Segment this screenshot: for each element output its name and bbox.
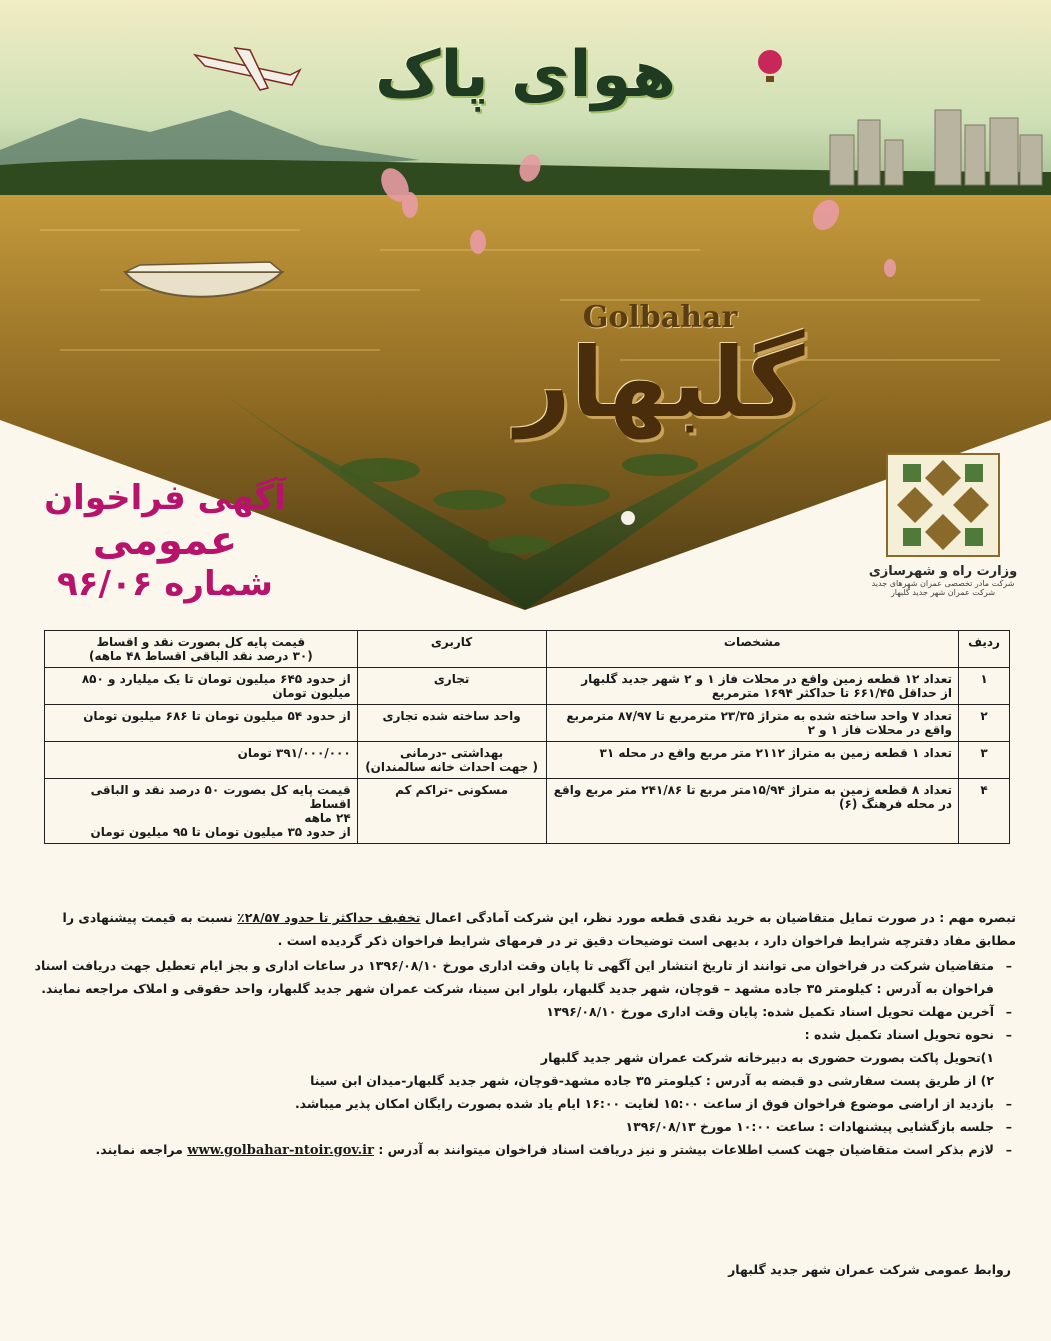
header-price-sub: (۳۰ درصد نقد الباقی اقساط ۴۸ ماهه) — [88, 649, 313, 663]
row-number: ۲ — [959, 705, 1010, 742]
row-spec: تعداد ۷ واحد ساخته شده به متراژ ۲۳/۳۵ مترمربع تا ۸۷/۹۷ مترمربع واقع در محلات فاز ۱ و ۲ — [546, 705, 959, 742]
table-header-row — [45, 631, 1010, 668]
list-subitem: ۲) از طریق پست سفارشی دو قبضه به آدرس : کیلومتر ۳۵ جاده مشهد-قوچان، شهر جدید گلبهار-میدان ابن سینا — [310, 1073, 994, 1088]
website-link[interactable]: www.golbahar-ntoir.gov.ir — [187, 1143, 374, 1158]
header-base-price — [45, 631, 358, 668]
announcement-line-1: آگهی فراخوان — [44, 478, 286, 518]
important-note: تبصره مهم : در صورت تمایل متقاضیان به خرید نقدی قطعه مورد نظر، این شرکت آمادگی اعمال تخفیف حداکثر تا حدود ۲۸/۵۷٪ نسبت به قیمت پیشنهادی را مطابق مفاد دفترچه شرایط فراخوان دارد ، بدیهی است توضیحات دقیق تر در فرمهای شرایط فراخوان ذکر گردیده است . — [62, 910, 1016, 948]
list-item: – جلسه بازگشایی پیشنهادات : ساعت ۱۰:۰۰ مورخ ۱۳۹۶/۰۸/۱۳ — [30, 1115, 1016, 1138]
discount-highlight: تخفیف حداکثر تا حدود ۲۸/۵۷٪ — [237, 910, 421, 925]
header-land-use: کاربری — [357, 631, 546, 668]
row-price: از حدود ۶۴۵ میلیون تومان تا یک میلیارد و ۸۵۰ میلیون تومان — [45, 668, 358, 705]
terms-section — [30, 906, 1016, 1162]
announcement-title — [40, 478, 290, 604]
public-relations-signature: روابط عمومی شرکت عمران شهر جدید گلبهار — [728, 1262, 1011, 1277]
row-use: تجاری — [357, 668, 546, 705]
table-row — [45, 742, 1010, 779]
table-row — [45, 779, 1010, 844]
brand-persian-name: گلبهار — [515, 327, 805, 439]
row-spec: تعداد ۸ قطعه زمین به متراژ ۱۵/۹۴متر مربع تا ۲۴۱/۸۶ متر مربع واقع در محله فرهنگ (۶) — [546, 779, 959, 844]
list-item: – بازدید از اراضی موضوع فراخوان فوق از ساعت ۱۵:۰۰ لغایت ۱۶:۰۰ ایام یاد شده بصورت رایگان امکان پذیر میباشد. — [30, 1092, 1016, 1115]
row-use: واحد ساخته شده تجاری — [357, 705, 546, 742]
row-use: مسکونی -تراکم کم — [357, 779, 546, 844]
row-number: ۱ — [959, 668, 1010, 705]
header-row-number: ردیف — [959, 631, 1010, 668]
table-row — [45, 668, 1010, 705]
row-number: ۴ — [959, 779, 1010, 844]
list-item: – نحوه تحویل اسناد تکمیل شده : — [30, 1023, 1016, 1046]
company-subtitle: شرکت عمران شهر جدید گلبهار — [890, 588, 996, 597]
brand-logo — [430, 300, 890, 439]
row-number: ۳ — [959, 742, 1010, 779]
brand-latin-name: Golbahar — [582, 300, 738, 335]
offers-table — [44, 630, 1010, 844]
row-price: ۳۹۱/۰۰۰/۰۰۰ تومان — [45, 742, 358, 779]
ministry-logo-block — [868, 450, 1018, 597]
announcement-line-2: عمومی — [92, 518, 238, 564]
slogan-title: هوای پاک — [375, 38, 676, 112]
ministry-subtitle: شرکت مادر تخصصی عمران شهرهای جدید — [871, 579, 1015, 588]
row-use: بهداشتی -درمانی ( جهت احداث خانه سالمندان) — [357, 742, 546, 779]
table-row — [45, 705, 1010, 742]
list-subitem: ۱)تحویل پاکت بصورت حضوری به دبیرخانه شرکت عمران شهر جدید گلبهار — [540, 1050, 994, 1065]
terms-list — [30, 954, 1016, 1162]
row-price: از حدود ۵۴ میلیون تومان تا ۶۸۶ میلیون تومان — [45, 705, 358, 742]
announcement-number: شماره ۹۶/۰۶ — [57, 564, 273, 604]
list-item: – متقاضیان شرکت در فراخوان می توانند از تاریخ انتشار این آگهی تا پایان وقت اداری مورخ ۱۳۹۶/۰۸/۱۰ در ساعات اداری و بجز ایام تعطیل جهت دریافت اسناد فراخوان به آدرس : کیلومتر ۳۵ جاده مشهد – قوچان، شهر جدید گلبهار، بلوار ابن سینا، شرکت عمران شهر جدید گلبهار، واحد حقوقی و املاک مراجعه نمایند. — [30, 954, 1016, 1000]
header-price-main: قیمت پایه کل بصورت نقد و اقساط — [96, 635, 306, 649]
list-item: – آخرین مهلت تحویل اسناد تکمیل شده: پایان وقت اداری مورخ ۱۳۹۶/۰۸/۱۰ — [30, 1000, 1016, 1023]
header-specifications: مشخصات — [546, 631, 959, 668]
row-spec: تعداد ۱۲ قطعه زمین واقع در محلات فاز ۱ و ۲ شهر جدید گلبهار از حداقل ۶۶۱/۴۵ تا حداکثر ۱۶۹۴ مترمربع — [546, 668, 959, 705]
row-price: قیمت پایه کل بصورت ۵۰ درصد نقد و الباقی اقساط ۲۴ ماهه از حدود ۳۵ میلیون تومان تا ۹۵ میلیون تومان — [45, 779, 358, 844]
ministry-emblem-icon — [883, 450, 1003, 560]
ministry-name: وزارت راه و شهرسازی — [868, 564, 1018, 579]
row-spec: تعداد ۱ قطعه زمین به متراژ ۲۱۱۲ متر مربع واقع در محله ۳۱ — [546, 742, 959, 779]
list-item: – لازم بذکر است متقاضیان جهت کسب اطلاعات بیشتر و نیز دریافت اسناد فراخوان میتوانند به آدرس : www.golbahar-ntoir.gov.ir مراجعه نمایند. — [30, 1138, 1016, 1162]
